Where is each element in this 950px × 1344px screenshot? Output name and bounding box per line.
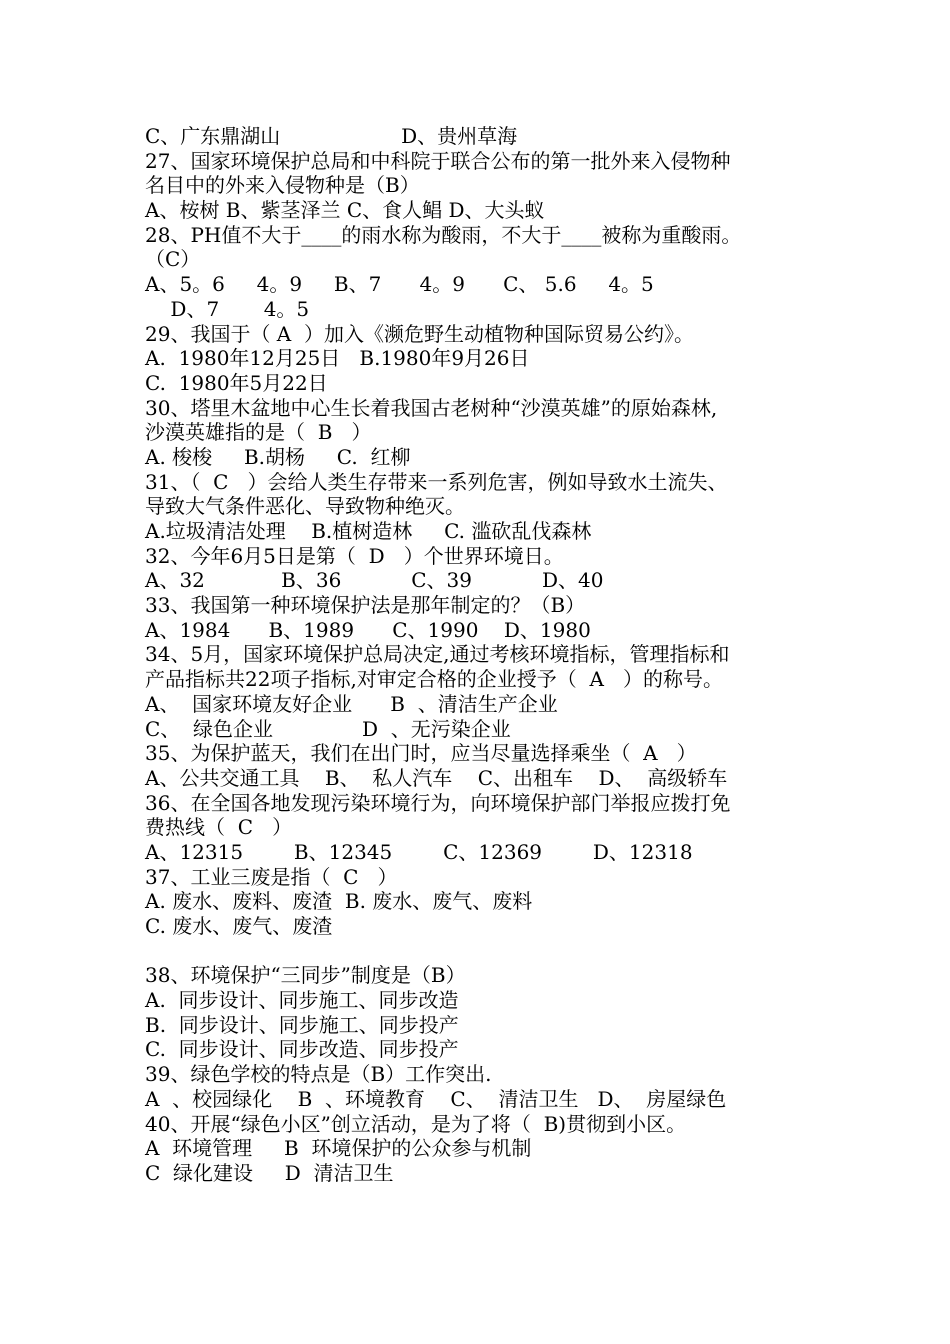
options-38-c: C. 同步设计、同步改造、同步投产 xyxy=(145,1037,459,1062)
options-36: A、12315 B、12345 C、12369 D、12318 xyxy=(145,839,693,864)
blank-line xyxy=(145,939,825,964)
options-34-cont: C、 绿色企业 D 、无污染企业 xyxy=(145,716,511,741)
options-40-cont: C 绿化建设 D 清洁卫生 xyxy=(145,1160,394,1185)
question-32: 32、今年6月5日是第（ D ）个世界环境日。 xyxy=(145,543,564,568)
question-33: 33、我国第一种环境保护法是那年制定的？（B） xyxy=(145,593,586,618)
options-39: A 、校园绿化 B 、环境教育 C、 清洁卫生 D、 房屋绿色 xyxy=(145,1086,727,1111)
question-36: 36、在全国各地发现污染环境行为，向环境保护部门举报应拨打免 xyxy=(145,790,731,815)
options-31: A.垃圾清洁处理 B.植树造林 C. 滥砍乱伐森林 xyxy=(145,519,592,543)
options-37: A. 废水、废料、废渣 B. 废水、废气、废料 xyxy=(145,889,533,914)
question-28: 28、PH值不大于____的雨水称为酸雨，不大于____被称为重酸雨。 xyxy=(145,222,742,247)
question-39: 39、绿色学校的特点是（B）工作突出. xyxy=(145,1062,492,1087)
options-37-cont: C. 废水、废气、废渣 xyxy=(145,914,333,938)
options-38-a: A. 同步设计、同步施工、同步改造 xyxy=(145,988,459,1013)
question-35: 35、为保护蓝天，我们在出门时，应当尽量选择乘坐（ A ） xyxy=(145,741,697,766)
question-list xyxy=(145,124,825,1186)
text-line: 名目中的外来入侵物种是（B） xyxy=(145,173,420,198)
text-line: 导致大气条件恶化、导致物种绝灭。 xyxy=(145,494,465,519)
options-28-cont: D、7 4。5 xyxy=(145,296,310,321)
options-38-b: B. 同步设计、同步施工、同步投产 xyxy=(145,1012,459,1037)
text-line: 费热线（ C ） xyxy=(145,815,293,840)
text-line: C、广东鼎湖山 D、贵州草海 xyxy=(145,124,518,148)
question-37: 37、工业三废是指（ C ） xyxy=(145,864,398,889)
question-40: 40、开展“绿色小区”创立活动，是为了将（ B)贯彻到小区。 xyxy=(145,1111,687,1136)
options-32: A、32 B、36 C、39 D、40 xyxy=(145,568,604,593)
options-29-cont: C. 1980年5月22日 xyxy=(145,370,328,395)
options-40: A 环境管理 B 环境保护的公众参与机制 xyxy=(145,1136,532,1161)
question-29: 29、我国于（ A ）加入《濒危野生动植物种国际贸易公约》。 xyxy=(145,321,694,346)
answer-28: （C） xyxy=(145,247,201,272)
options-34: A、 国家环境友好企业 B 、清洁生产企业 xyxy=(145,691,558,716)
question-31: 31、（ C ）会给人类生存带来一系列危害，例如导致水土流失、 xyxy=(145,469,728,494)
question-30: 30、塔里木盆地中心生长着我国古老树种“沙漠英雄”的原始森林, xyxy=(145,395,718,420)
options-35: A、公共交通工具 B、 私人汽车 C、出租车 D、 高级轿车 xyxy=(145,765,728,790)
question-38: 38、环境保护“三同步”制度是（B） xyxy=(145,963,466,988)
options-29: A. 1980年12月25日 B.1980年9月26日 xyxy=(145,346,530,371)
text-line: 沙漠英雄指的是（ B ） xyxy=(145,420,372,445)
options-27: A、桉树 B、紫茎泽兰 C、食人鲳 D、大头蚁 xyxy=(145,198,545,223)
options-30: A. 梭梭 B.胡杨 C. 红柳 xyxy=(145,444,411,469)
text-line: 产品指标共22项子指标,对审定合格的企业授予（ A ）的称号。 xyxy=(145,667,724,692)
options-33: A、1984 B、1989 C、1990 D、1980 xyxy=(145,617,591,642)
question-27: 27、国家环境保护总局和中科院于联合公布的第一批外来入侵物种 xyxy=(145,148,731,173)
options-28: A、5。6 4。9 B、7 4。9 C、 5.6 4。5 xyxy=(145,272,654,297)
question-34: 34、5月，国家环境保护总局决定,通过考核环境指标，管理指标和 xyxy=(145,642,730,667)
